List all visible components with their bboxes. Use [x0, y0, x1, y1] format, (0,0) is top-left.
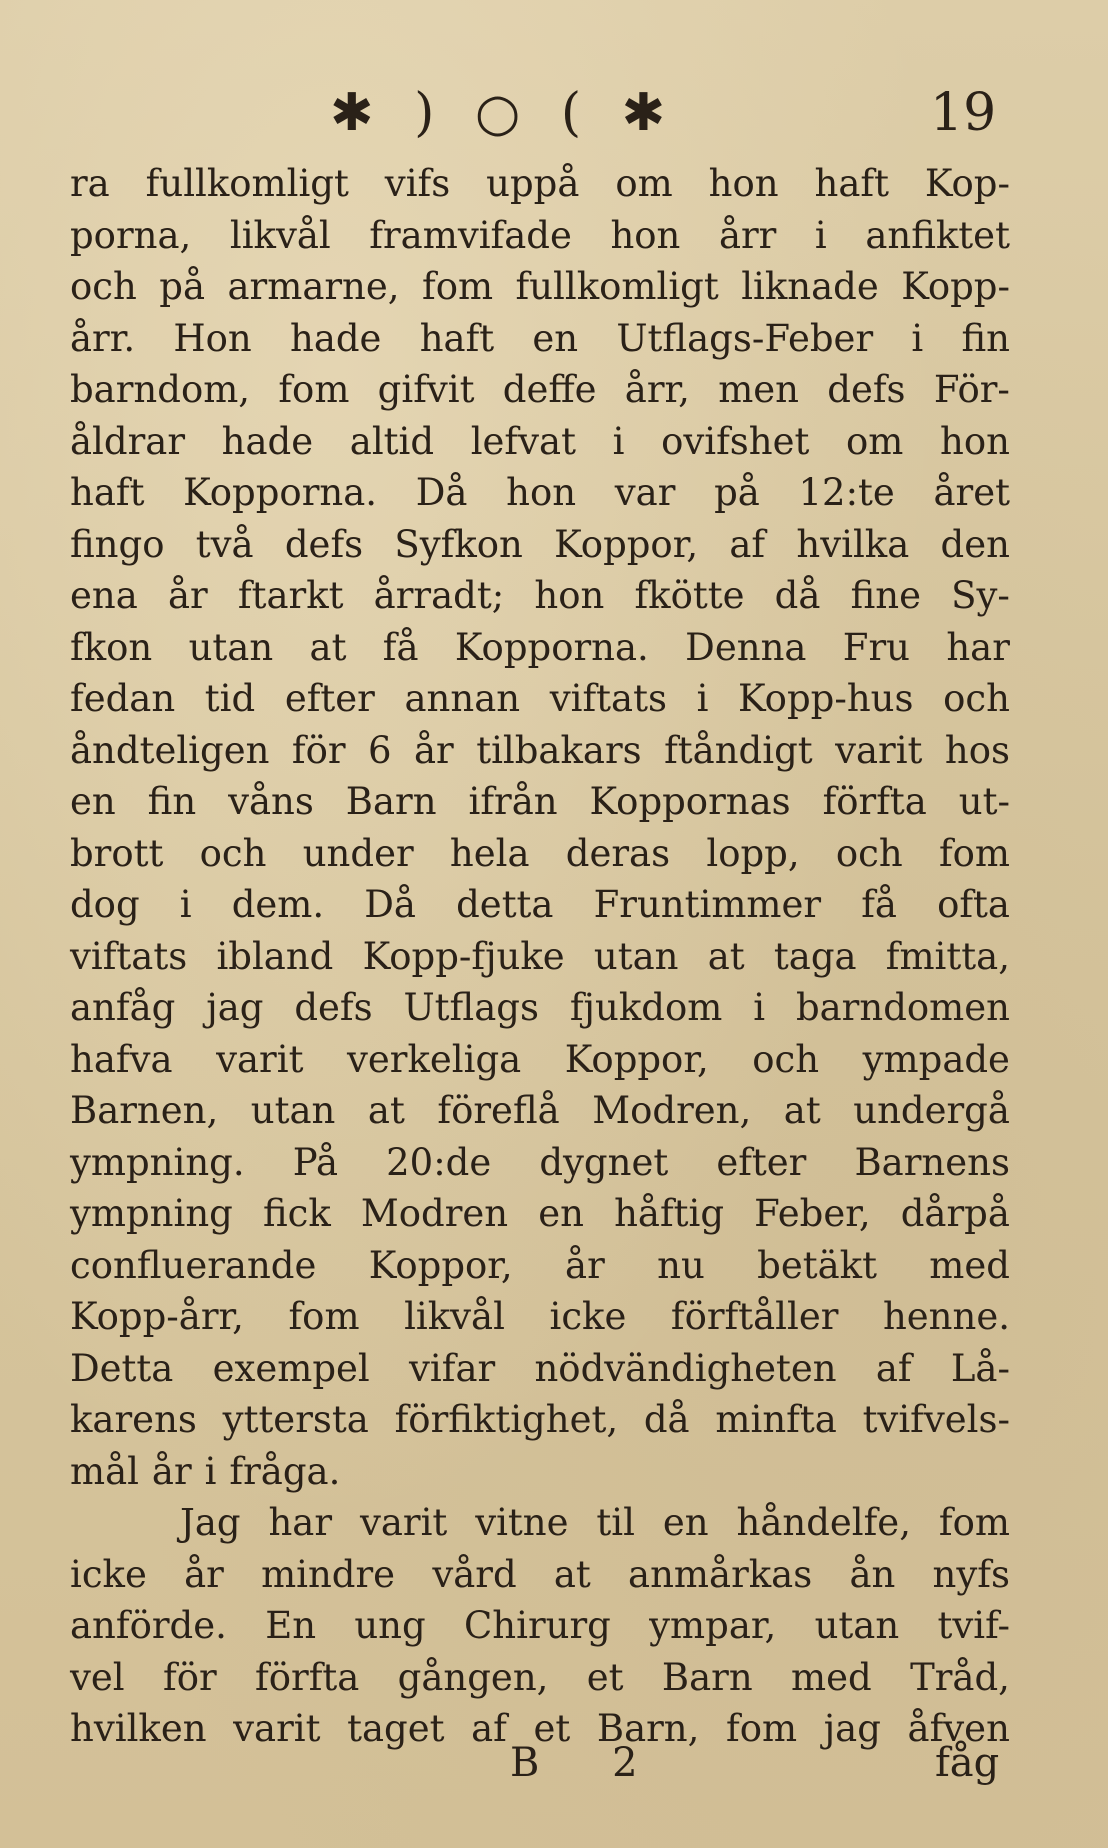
text-line: mål år i fråga.: [70, 1449, 341, 1493]
text-line: brott och under hela deras lopp, och fom: [70, 831, 1010, 875]
text-line: Jag har varit vitne til en håndelfe, fom: [180, 1501, 1010, 1544]
text-line: Detta exempel vifar nödvändigheten af Lå-: [70, 1346, 1010, 1390]
text-line: hafva varit verkeliga Koppor, och ympade: [70, 1037, 1010, 1081]
text-line: åldrar hade altid lefvat i ovifshet om hon: [70, 419, 1010, 463]
text-line: åndteligen för 6 år tilbakars ftåndigt varit hos: [70, 728, 1010, 772]
text-line: confluerande Koppor, år nu betäkt med: [70, 1243, 1010, 1287]
text-line: porna, likvål framvifade hon årr i anfiktet: [70, 213, 1010, 257]
text-line: karens yttersta förfiktighet, då minfta tvifvels-: [70, 1398, 1010, 1441]
text-line: vel för förfta gången, et Barn med Tråd,: [70, 1655, 1010, 1699]
text-line: viftats ibland Kopp-fjuke utan at taga fmitta,: [70, 934, 1010, 978]
text-line: icke år mindre vård at anmårkas ån nyfs: [70, 1552, 1010, 1596]
text-line: anfåg jag defs Utflags fjukdom i barndomen: [70, 986, 1010, 1029]
header-ornament: ✱ ) ○ ( ✱: [330, 83, 678, 143]
text-line: ena år ftarkt årradt; hon fkötte då fine Sy-: [70, 574, 1010, 617]
text-line: årr. Hon hade haft en Utflags-Feber i fin: [70, 316, 1010, 360]
text-line: fkon utan at få Kopporna. Denna Fru har: [70, 625, 1010, 669]
page-header: [0, 78, 1108, 148]
text-line: fedan tid efter annan viftats i Kopp-hus och: [70, 677, 1010, 720]
text-line: Barnen, utan at föreflå Modren, at undergå: [70, 1089, 1010, 1132]
text-line: ympning fick Modren en håftig Feber, dårpå: [70, 1192, 1010, 1235]
page-number: 19: [930, 83, 997, 143]
text-line: anförde. En ung Chirurg ympar, utan tvif-: [70, 1604, 1010, 1647]
text-line: barndom, fom gifvit deffe årr, men defs För-: [70, 368, 1010, 411]
page-footer: [0, 1728, 1108, 1798]
text-line: Kopp-årr, fom likvål icke förftåller henne.: [70, 1295, 1010, 1338]
catchword: fåg: [935, 1740, 1000, 1786]
text-line: haft Kopporna. Då hon var på 12:te året: [70, 471, 1010, 514]
text-line: fingo två defs Syfkon Koppor, af hvilka den: [70, 522, 1010, 566]
text-line: hvilken varit taget af et Barn, fom jag åfven: [70, 1707, 1010, 1750]
body-text: [70, 158, 1010, 1755]
signature-mark: B 2: [510, 1740, 668, 1786]
text-line: en fin våns Barn ifrån Koppornas förfta ut-: [70, 780, 1010, 823]
text-line: och på armarne, fom fullkomligt liknade Kopp-: [70, 265, 1010, 308]
text-line: ra fullkomligt vifs uppå om hon haft Kop-: [70, 162, 1010, 205]
text-line: ympning. På 20:de dygnet efter Barnens: [70, 1140, 1010, 1184]
text-line: dog i dem. Då detta Fruntimmer få ofta: [70, 883, 1010, 926]
